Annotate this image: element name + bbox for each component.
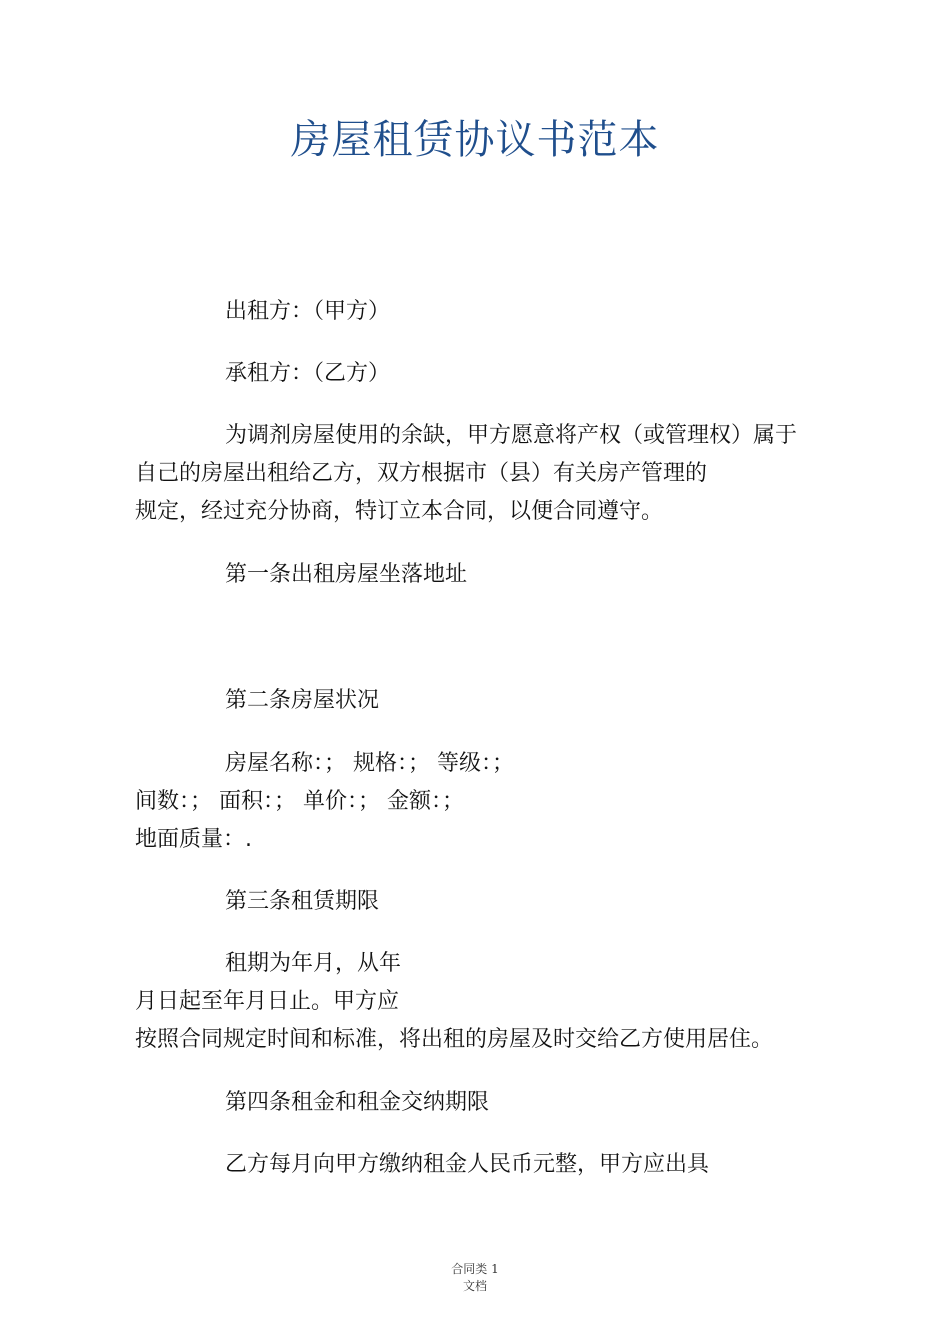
preamble-line-3: 规定，经过充分协商，特订立本合同，以便合同遵守。	[135, 499, 664, 524]
footer-category: 合同类 1	[451, 1262, 499, 1276]
article-2-line-3: 地面质量：.	[135, 827, 252, 852]
preamble-line-2: 自己的房屋出租给乙方，双方根据市（县）有关房产管理的	[135, 461, 708, 486]
article-1-heading: 第一条出租房屋坐落地址	[225, 562, 468, 587]
article-2-line-1: 房屋名称：； 规格：； 等级：；	[225, 751, 514, 776]
article-3-line-2: 月日起至年月日止。甲方应	[135, 989, 400, 1014]
lessor-line: 出租方：（甲方）	[225, 299, 391, 324]
article-3-line-1: 租期为年月，从年	[225, 951, 402, 976]
footer-doc-label: 文档	[462, 1279, 487, 1293]
document-title: 房屋租赁协议书范本	[290, 117, 660, 163]
article-4-heading: 第四条租金和租金交纳期限	[225, 1090, 490, 1115]
preamble-line-1: 为调剂房屋使用的余缺，甲方愿意将产权（或管理权）属于	[225, 423, 798, 448]
lessee-line: 承租方：（乙方）	[225, 361, 391, 386]
article-2-line-2: 间数：； 面积：； 单价：； 金额：；	[135, 789, 464, 814]
article-2-heading: 第二条房屋状况	[225, 688, 380, 713]
article-3-line-3: 按照合同规定时间和标准，将出租的房屋及时交给乙方使用居住。	[135, 1027, 774, 1052]
article-4-line-1: 乙方每月向甲方缴纳租金人民币元整，甲方应出具	[225, 1152, 710, 1177]
article-3-heading: 第三条租赁期限	[225, 889, 380, 914]
